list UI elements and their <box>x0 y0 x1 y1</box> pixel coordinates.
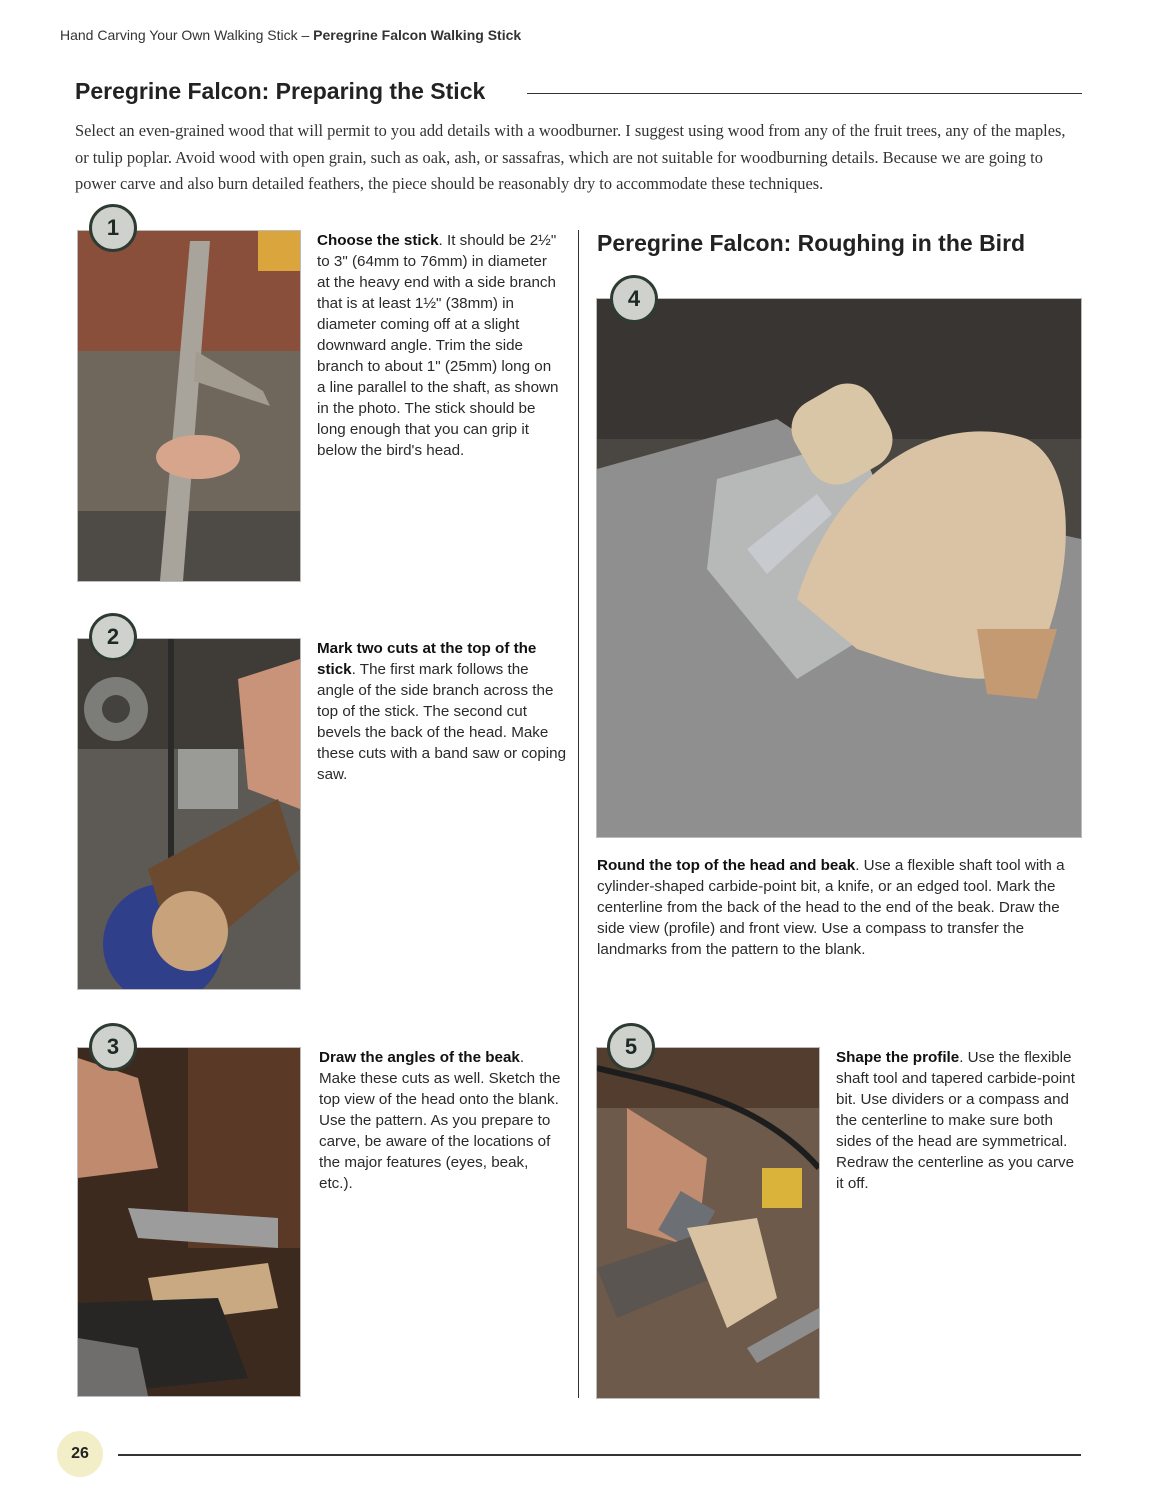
step-4-photo <box>596 298 1082 838</box>
step-3-photo <box>77 1047 301 1397</box>
column-divider <box>578 230 579 1398</box>
step-4-badge: 4 <box>610 275 658 323</box>
step-4-text <box>597 855 1083 960</box>
step-2-body: . The first mark follows the angle of the side branch across the top of the stick. The second cut bevels the back of the head. Make these cuts with a band saw or coping saw. <box>317 661 567 783</box>
step-5-badge: 5 <box>607 1023 655 1071</box>
book-title: Hand Carving Your Own Walking Stick <box>60 27 298 43</box>
step-5-body: . Use the flexible shaft tool and tapered carbide-point bit. Use dividers or a compass and the centerline to make sure both sides of the head are symmetrical. Redraw the centerline as you carve it off. <box>836 1049 1075 1192</box>
intro-paragraph: Select an even-grained wood that will permit to you add details with a woodburner. I suggest using wood from any of the fruit trees, any of the maples, or tulip poplar. Avoid wood with open grain, such as oak, ash, or sassafras, which are not suitable for woodburning details. Because we are going to power carve and also burn detailed feathers, the piece should be reasonably dry to accommodate these techniques. <box>75 121 1066 193</box>
step-2-lead: Mark two cuts at the top of the stick <box>317 640 537 678</box>
step-1-photo <box>77 230 301 582</box>
step-1-body: . It should be 2½" to 3" (64mm to 76mm) in diameter at the heavy end with a side branch that is at least 1½" (38mm) in diameter coming off at a slight downward angle. Trim the side branch to about 1" (25mm) long on a line parallel to the shaft, as shown in the photo. The stick should be long enough that you can grip it below the bird's head. <box>317 232 559 459</box>
step-1-badge: 1 <box>89 204 137 252</box>
step-5-lead: Shape the profile <box>836 1049 960 1066</box>
section-title-rule <box>527 93 1082 94</box>
step-3-body: . Make these cuts as well. Sketch the top view of the head onto the blank. Use the pattern. As you prepare to carve, be aware of the locations of the major features (eyes, beak, etc.). <box>319 1049 561 1192</box>
section-title-roughing: Peregrine Falcon: Roughing in the Bird <box>597 230 1026 256</box>
section-title-preparing: Peregrine Falcon: Preparing the Stick <box>75 78 486 104</box>
step-2-text <box>317 638 567 785</box>
running-header <box>60 27 521 43</box>
step-3-text <box>319 1047 564 1194</box>
step-3-lead: Draw the angles of the beak <box>319 1049 520 1066</box>
step-2-photo <box>77 638 301 990</box>
footer-rule <box>118 1454 1081 1456</box>
step-3-badge: 3 <box>89 1023 137 1071</box>
page-number: 26 <box>57 1431 103 1477</box>
step-2-badge: 2 <box>89 613 137 661</box>
step-1-text <box>317 230 562 461</box>
chapter-title: Peregrine Falcon Walking Stick <box>313 27 522 43</box>
step-1-lead: Choose the stick <box>317 232 439 249</box>
step-5-text <box>836 1047 1083 1194</box>
step-4-lead: Round the top of the head and beak <box>597 857 856 874</box>
step-4-body: . Use a flexible shaft tool with a cylinder-shaped carbide-point bit, a knife, or an edged tool. Mark the centerline from the back of the head to the end of the beak. Draw the side view (profile) and front view. Use a compass to transfer the landmarks from the pattern to the blank. <box>597 857 1065 958</box>
step-5-photo <box>596 1047 820 1399</box>
header-separator: – <box>297 27 314 43</box>
